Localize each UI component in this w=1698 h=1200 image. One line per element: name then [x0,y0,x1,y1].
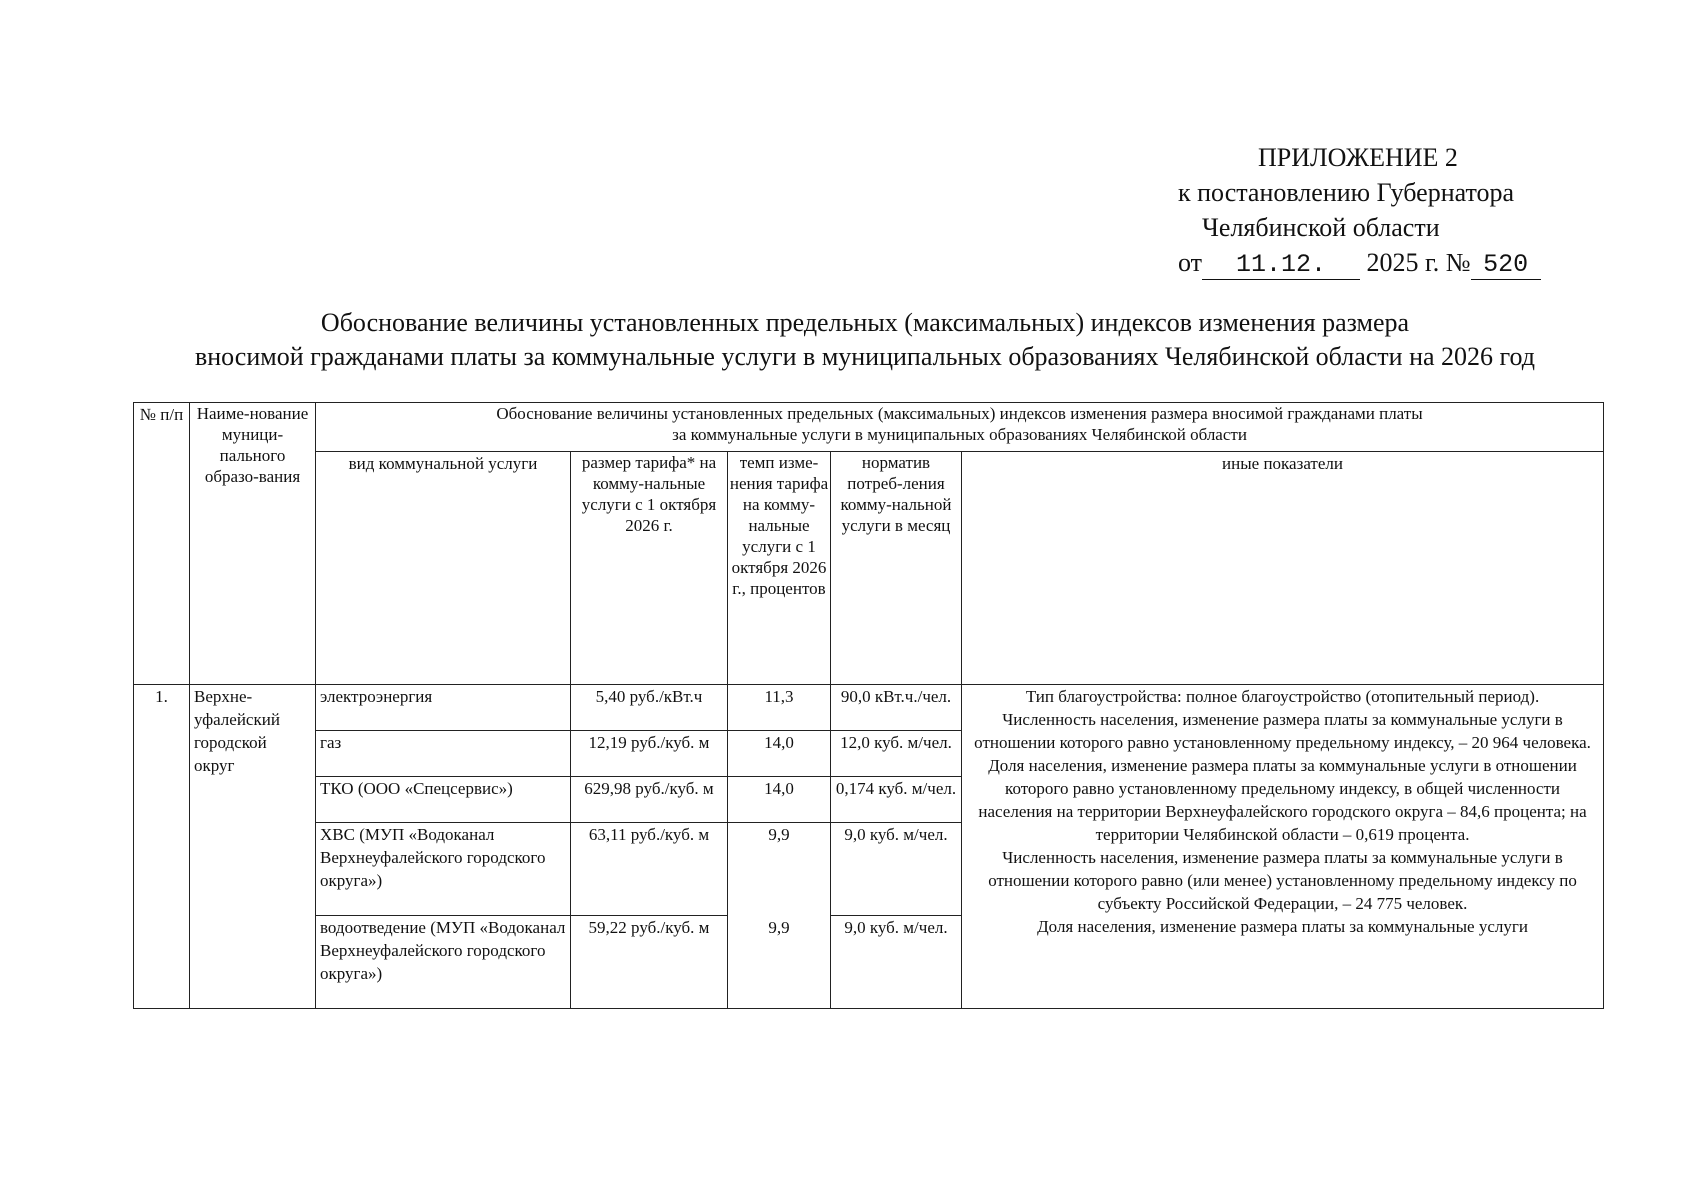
header-group-line-1: Обоснование величины установленных предельных (максимальных) индексов изменения размера вносимой гражданами платы [496,404,1423,423]
service-growth: 14,0 [728,731,831,777]
service-tariff: 629,98 руб./куб. м [571,777,728,823]
appendix-block [1170,140,1610,280]
service-growth: 9,9 [728,916,831,1009]
appendix-title: ПРИЛОЖЕНИЕ 2 [1258,143,1458,172]
header-service: вид коммунальной услуги [316,452,571,685]
table-header-row-2 [134,452,1604,685]
header-municipality: Наиме-нование муници-пального образо-вания [190,403,316,685]
row-no: 1. [134,685,190,1009]
date-prefix: от [1178,248,1203,277]
service-name: ХВС (МУП «Водоканал Верхнеуфалейского городского округа») [316,823,571,916]
row-municipality: Верхне-уфалейский городской округ [190,685,316,1009]
header-tariff: размер тарифа* на комму-нальные услуги с 1 октября 2026 г. [571,452,728,685]
header-norm: норматив потреб-ления комму-нальной услуги в месяц [831,452,962,685]
number-prefix: № [1445,248,1471,277]
document-title [120,306,1610,374]
number-value: 520 [1471,251,1541,280]
date-value: 11.12. [1202,251,1360,280]
document-title-line-2: вносимой гражданами платы за коммунальные услуги в муниципальных образованиях Челябинской области на 2026 год [194,342,1536,371]
service-name: электроэнергия [316,685,571,731]
service-growth: 14,0 [728,777,831,823]
header-group-line-2: за коммунальные услуги в муниципальных образованиях Челябинской области [672,425,1247,444]
other-indicator-5: Доля населения, изменение размера платы за коммунальные услуги [1037,917,1528,936]
table-row [134,685,1604,731]
service-tariff: 12,19 руб./куб. м [571,731,728,777]
service-tariff: 5,40 руб./кВт.ч [571,685,728,731]
service-norm: 0,174 куб. м/чел. [831,777,962,823]
service-name: ТКО (ООО «Спецсервис») [316,777,571,823]
service-tariff: 63,11 руб./куб. м [571,823,728,916]
service-growth: 9,9 [728,823,831,916]
table-header-row-1 [134,403,1604,452]
service-norm: 12,0 куб. м/чел. [831,731,962,777]
appendix-line-2: к постановлению Губернатора [1178,178,1515,207]
service-name: водоотведение (МУП «Водоканал Верхнеуфалейского городского округа») [316,916,571,1009]
header-group [316,403,1604,452]
service-norm: 9,0 куб. м/чел. [831,916,962,1009]
service-name: газ [316,731,571,777]
service-growth: 11,3 [728,685,831,731]
other-indicator-2: Численность населения, изменение размера платы за коммунальные услуги в отношении которого равно установленному предельному индексу, – 20 964 человека. [974,710,1591,752]
other-indicator-3: Доля населения, изменение размера платы за коммунальные услуги в отношении которого равно установленному предельному индексу, в общей численности населения на территории Верхнеуфалейского городского округа – 84,6 процента; на территории Челябинской области – 0,619 процента. [978,756,1587,844]
date-year: 2025 г. [1366,248,1440,277]
document-title-line-1: Обоснование величины установленных предельных (максимальных) индексов изменения размера [320,308,1410,337]
other-indicator-1: Тип благоустройства: полное благоустройство (отопительный период). [1025,687,1540,706]
header-other: иные показатели [962,452,1604,685]
header-growth: темп изме-нения тарифа на комму-нальные услуги с 1 октября 2026 г., процентов [728,452,831,685]
other-indicators [962,685,1604,1009]
service-tariff: 59,22 руб./куб. м [571,916,728,1009]
appendix-date-line [1170,245,1610,280]
justification-table [133,402,1604,1009]
service-norm: 9,0 куб. м/чел. [831,823,962,916]
header-no: № п/п [134,403,190,685]
service-norm: 90,0 кВт.ч./чел. [831,685,962,731]
other-indicator-4: Численность населения, изменение размера платы за коммунальные услуги в отношении которого равно (или менее) установленному предельному индексу по субъекту Российской Федерации, – 24 775 человек. [988,848,1577,913]
appendix-line-3: Челябинской области [1202,213,1440,242]
